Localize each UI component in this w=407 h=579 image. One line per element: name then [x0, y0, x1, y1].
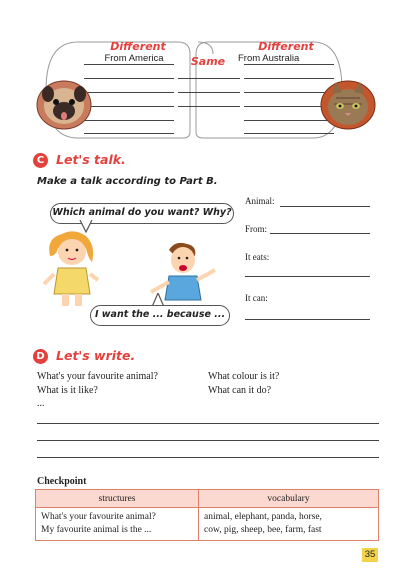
- section-c-heading: [33, 150, 126, 168]
- header-structures: structures: [36, 490, 199, 508]
- can-label: It can:: [245, 293, 268, 303]
- checkpoint-title: Checkpoint: [37, 476, 87, 487]
- same-title: Same: [190, 55, 226, 68]
- question-what-like: What is it like?: [37, 385, 98, 396]
- question-can-do: What can it do?: [208, 385, 272, 396]
- girl-illustration: [42, 228, 102, 308]
- vocabulary-1: animal, elephant, panda, horse,: [204, 512, 322, 522]
- checkpoint-table: [35, 489, 379, 541]
- from-label: From:: [245, 224, 268, 234]
- eats-line[interactable]: [245, 276, 370, 277]
- from-line[interactable]: [270, 233, 370, 234]
- tabby-cat-image: [320, 80, 376, 130]
- structure-2: My favourite animal is the ...: [41, 525, 152, 535]
- question-colour: What colour is it?: [208, 371, 280, 382]
- structure-1: What's your favourite animal?: [41, 512, 156, 522]
- section-c-title: Let's talk.: [56, 151, 126, 167]
- speech-bubble-question: Which animal do you want? Why?: [50, 203, 234, 224]
- pug-dog-image: [36, 80, 92, 130]
- left-line-2[interactable]: [84, 78, 174, 79]
- section-d-heading: [33, 346, 135, 364]
- right-line-6[interactable]: [244, 133, 334, 134]
- right-line-1[interactable]: [244, 64, 334, 65]
- left-line-3[interactable]: [84, 92, 174, 93]
- writing-line-1[interactable]: [37, 423, 379, 424]
- left-line-6[interactable]: [84, 133, 174, 134]
- section-d-title: Let's write.: [56, 347, 136, 363]
- writing-line-2[interactable]: [37, 440, 379, 441]
- header-vocabulary: vocabulary: [199, 490, 379, 508]
- question-favourite-animal: What's your favourite animal?: [37, 371, 158, 382]
- page-number: 35: [362, 548, 378, 562]
- section-c-instruction: Make a talk according to Part B.: [37, 176, 218, 187]
- question-ellipsis: ...: [37, 398, 45, 409]
- left-line-1[interactable]: [84, 64, 174, 65]
- middle-line-1[interactable]: [178, 78, 240, 79]
- speech-bubble-answer: I want the ... because ...: [90, 305, 230, 326]
- right-different-title: Different: [258, 40, 314, 53]
- vocabulary-2: cow, pig, sheep, bee, farm, fast: [204, 525, 322, 535]
- right-line-2[interactable]: [244, 78, 334, 79]
- left-line-5[interactable]: [84, 120, 174, 121]
- structures-cell: [36, 508, 199, 541]
- can-line[interactable]: [245, 319, 370, 320]
- animal-line[interactable]: [280, 206, 370, 207]
- right-subtitle: From Australia: [238, 53, 300, 64]
- vocabulary-cell: [199, 508, 379, 541]
- left-line-4[interactable]: [84, 106, 174, 107]
- section-d-badge: D: [33, 349, 48, 364]
- eats-label: It eats:: [245, 252, 270, 262]
- middle-line-3[interactable]: [178, 106, 240, 107]
- animal-label: Animal:: [245, 196, 275, 206]
- writing-line-3[interactable]: [37, 457, 379, 458]
- left-different-title: Different: [110, 40, 166, 53]
- left-subtitle: From America: [104, 53, 164, 64]
- section-c-badge: C: [33, 153, 48, 168]
- middle-line-2[interactable]: [178, 92, 240, 93]
